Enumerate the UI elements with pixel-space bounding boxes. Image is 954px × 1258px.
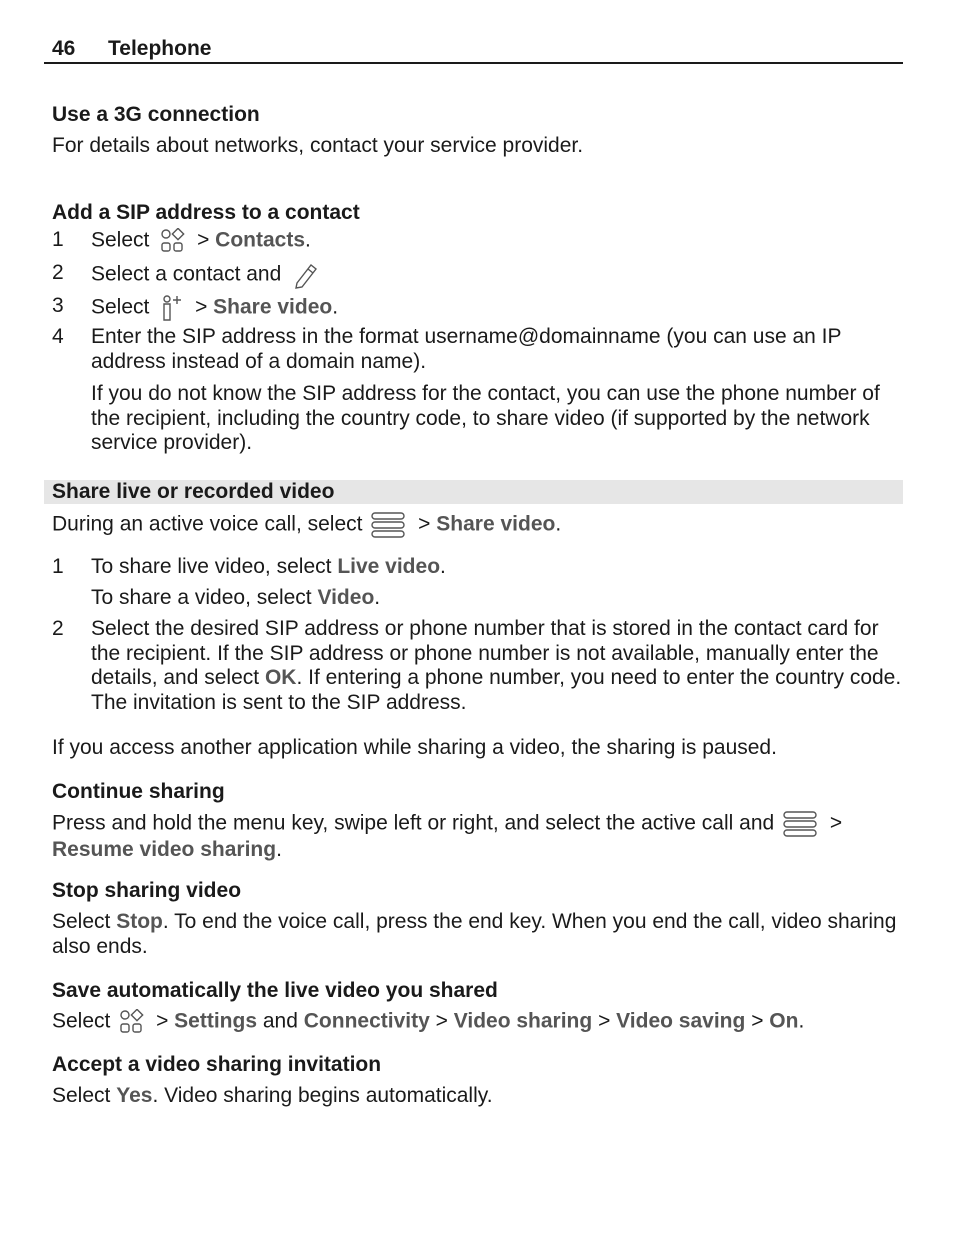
ui-term-stop: Stop	[116, 910, 163, 933]
step-text: Select a contact and	[91, 262, 282, 286]
menu-separator: >	[751, 1009, 764, 1033]
ui-term-yes: Yes	[116, 1084, 153, 1107]
punctuation: .	[276, 838, 282, 861]
menu-separator: >	[435, 1009, 448, 1033]
ui-term-resume-video-sharing: Resume video sharing	[52, 838, 277, 861]
ui-term-live-video: Live video	[337, 555, 441, 578]
step-text: Select	[91, 228, 150, 252]
punctuation: .	[798, 1009, 805, 1033]
punctuation: .	[332, 295, 339, 319]
page-header	[44, 36, 903, 64]
body-text: Press and hold the menu key, swipe left or right, and select the active call and	[52, 811, 775, 835]
ui-term-on: On	[769, 1009, 799, 1033]
menu-separator: >	[598, 1009, 611, 1033]
stop-text	[52, 910, 903, 959]
step-number: 4	[52, 325, 64, 348]
step-text: To share a video, select	[91, 586, 312, 609]
options-menu-icon	[782, 810, 818, 838]
heading-continue-sharing: Continue sharing	[52, 780, 225, 803]
ui-term-share-video: Share video	[213, 295, 333, 319]
sip-step-3	[91, 294, 338, 322]
heading-share-video: Share live or recorded video	[52, 480, 335, 503]
paused-note: If you access another application while sharing a video, the sharing is paused.	[52, 736, 777, 759]
page-number: 46	[52, 37, 76, 60]
sip-step-4: Enter the SIP address in the format username@domainname (you can use an IP address instead of a domain name).	[91, 325, 842, 373]
apps-menu-icon	[118, 1009, 144, 1035]
ui-term-video-saving: Video saving	[616, 1009, 746, 1033]
sip-step-1	[91, 228, 311, 254]
share-step-2	[91, 617, 903, 715]
punctuation: .	[374, 586, 381, 609]
step-number: 2	[52, 617, 64, 640]
apps-menu-icon	[159, 228, 185, 254]
options-menu-icon	[370, 511, 406, 539]
menu-separator: >	[197, 228, 210, 252]
intro-text: During an active voice call, select	[52, 512, 363, 536]
body-text: and	[262, 1009, 298, 1033]
heading-stop-sharing: Stop sharing video	[52, 879, 242, 902]
ui-term-video: Video	[317, 586, 375, 609]
add-field-icon	[159, 294, 183, 322]
step-text: Select	[91, 295, 150, 319]
punctuation: .	[555, 512, 562, 536]
use-3g-text: For details about networks, contact your service provider.	[52, 134, 584, 157]
step-number: 1	[52, 555, 64, 578]
ui-term-ok: OK	[264, 666, 297, 689]
section-heading-bar	[44, 480, 903, 504]
punctuation: .	[440, 555, 446, 578]
continue-text	[52, 810, 903, 863]
body-text: . To end the voice call, press the end key. When you end the call, video sharing also ends.	[52, 910, 897, 958]
heading-add-sip: Add a SIP address to a contact	[52, 201, 360, 224]
sip-step-2	[91, 261, 319, 289]
menu-separator: >	[195, 295, 208, 319]
step-number: 1	[52, 228, 64, 251]
step-text: Select the desired SIP address or phone number that is stored in the contact card for the recipient. If the SIP address or phone number is not available, manually enter the details, and select	[91, 617, 879, 689]
step-text: . If entering a phone number, you need to enter the country code. The invitation is sent to the SIP address.	[91, 666, 902, 714]
save-text	[52, 1009, 804, 1035]
chapter-title: Telephone	[108, 37, 212, 60]
menu-separator: >	[156, 1009, 169, 1033]
body-text: Select	[52, 1084, 111, 1107]
ui-term-settings: Settings	[174, 1009, 258, 1033]
step-text: To share live video, select	[91, 555, 332, 578]
edit-pencil-icon	[291, 261, 319, 289]
share-step-1	[91, 555, 446, 579]
step-number: 2	[52, 261, 64, 284]
body-text: Select	[52, 910, 111, 933]
heading-save-automatically: Save automatically the live video you shared	[52, 979, 498, 1002]
heading-use-3g: Use a 3G connection	[52, 103, 260, 126]
body-text: Select	[52, 1009, 111, 1033]
heading-accept-invitation: Accept a video sharing invitation	[52, 1053, 382, 1076]
share-intro	[52, 511, 561, 539]
menu-separator: >	[829, 811, 843, 835]
step-number: 3	[52, 294, 64, 317]
ui-term-contacts: Contacts	[215, 228, 306, 252]
accept-text	[52, 1084, 493, 1108]
menu-separator: >	[418, 512, 431, 536]
ui-term-share-video: Share video	[436, 512, 556, 536]
sip-note: If you do not know the SIP address for the contact, you can use the phone number of the recipient, including the country code, to share video (if supported by the network service provider).	[91, 382, 880, 454]
share-step-1-alt	[91, 586, 380, 610]
punctuation: .	[305, 228, 311, 252]
ui-term-video-sharing: Video sharing	[453, 1009, 593, 1033]
body-text: . Video sharing begins automatically.	[152, 1084, 493, 1107]
ui-term-connectivity: Connectivity	[303, 1009, 430, 1033]
